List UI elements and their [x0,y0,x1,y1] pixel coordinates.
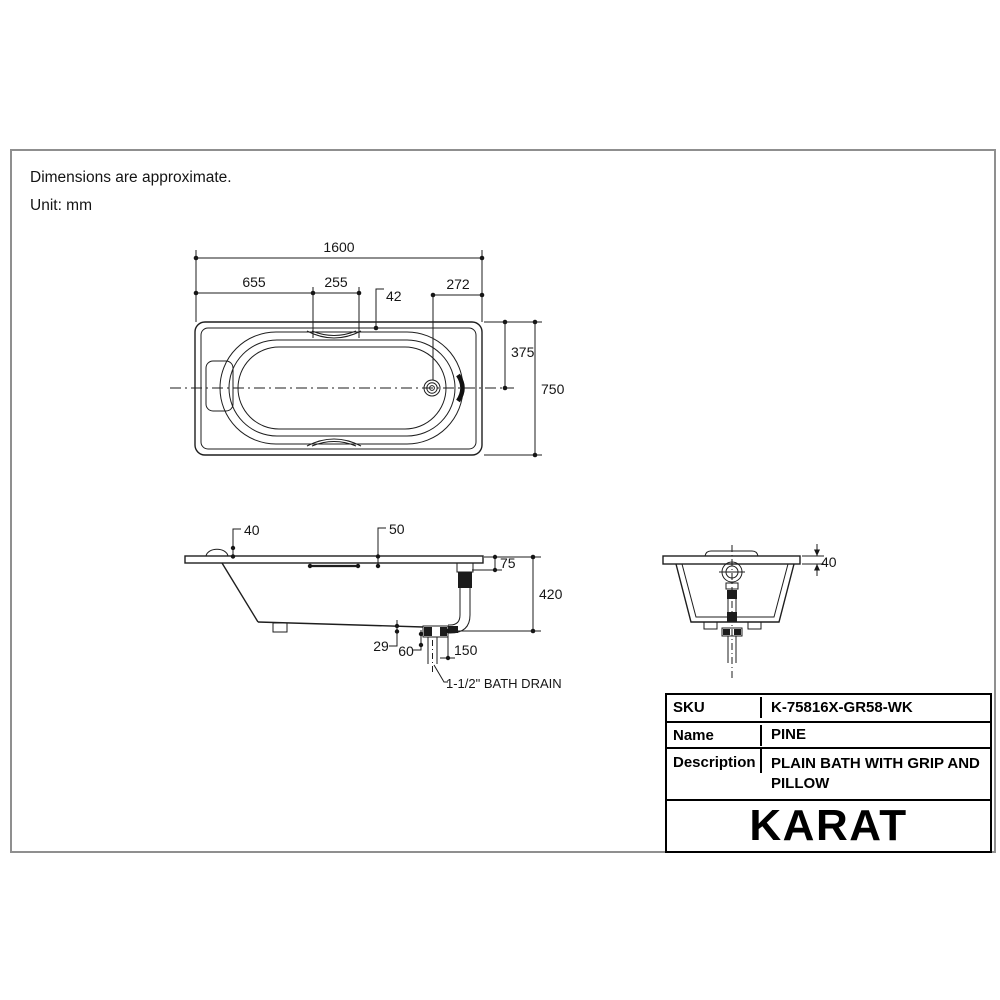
spec-row-name [667,723,990,749]
dim-label-1600: 1600 [323,239,355,255]
side-view-dimensions [231,521,563,691]
note-approximate: Dimensions are approximate. [30,169,232,186]
dim-label-750: 750 [541,381,565,397]
spec-row-description [667,749,990,801]
description-value: PLAIN BATH WITH GRIP AND PILLOW [771,755,980,793]
grip-bottom [307,439,361,446]
dim-label-75: 75 [500,555,516,571]
foot-left [704,622,717,629]
dim-label-50: 50 [389,521,405,537]
spec-row-sku [667,695,990,723]
dim-label-60: 60 [398,643,414,659]
dim-label-420: 420 [539,586,563,602]
dim-label-150: 150 [454,642,478,658]
foot [273,623,287,632]
drain-end-view [719,545,745,678]
end-view-dimensions [802,544,837,576]
note-unit: Unit: mm [30,197,92,214]
name-label: Name [667,725,762,746]
bath-drain-label: 1-1/2" BATH DRAIN [446,676,562,691]
foot-right [748,622,761,629]
overflow-pipe [448,563,473,633]
side-view [185,549,483,674]
dim-label-29: 29 [373,638,389,654]
dim-label-side-40: 40 [244,522,260,538]
dim-label-375: 375 [511,344,535,360]
sku-label: SKU [667,697,762,718]
dim-label-end-40: 40 [821,554,837,570]
description-label: Description [667,749,762,773]
dim-label-255: 255 [324,274,348,290]
dim-label-272: 272 [446,276,470,292]
top-view [170,322,514,455]
dim-label-42: 42 [386,288,402,304]
spec-table [665,693,992,853]
sku-value: K-75816X-GR58-WK [771,698,913,716]
pillow-side-view [206,549,228,556]
grip-side-view [308,564,360,568]
dim-label-655: 655 [242,274,266,290]
name-value: PINE [771,725,807,743]
end-view [663,545,800,678]
brand-logo: KARAT [749,801,908,850]
